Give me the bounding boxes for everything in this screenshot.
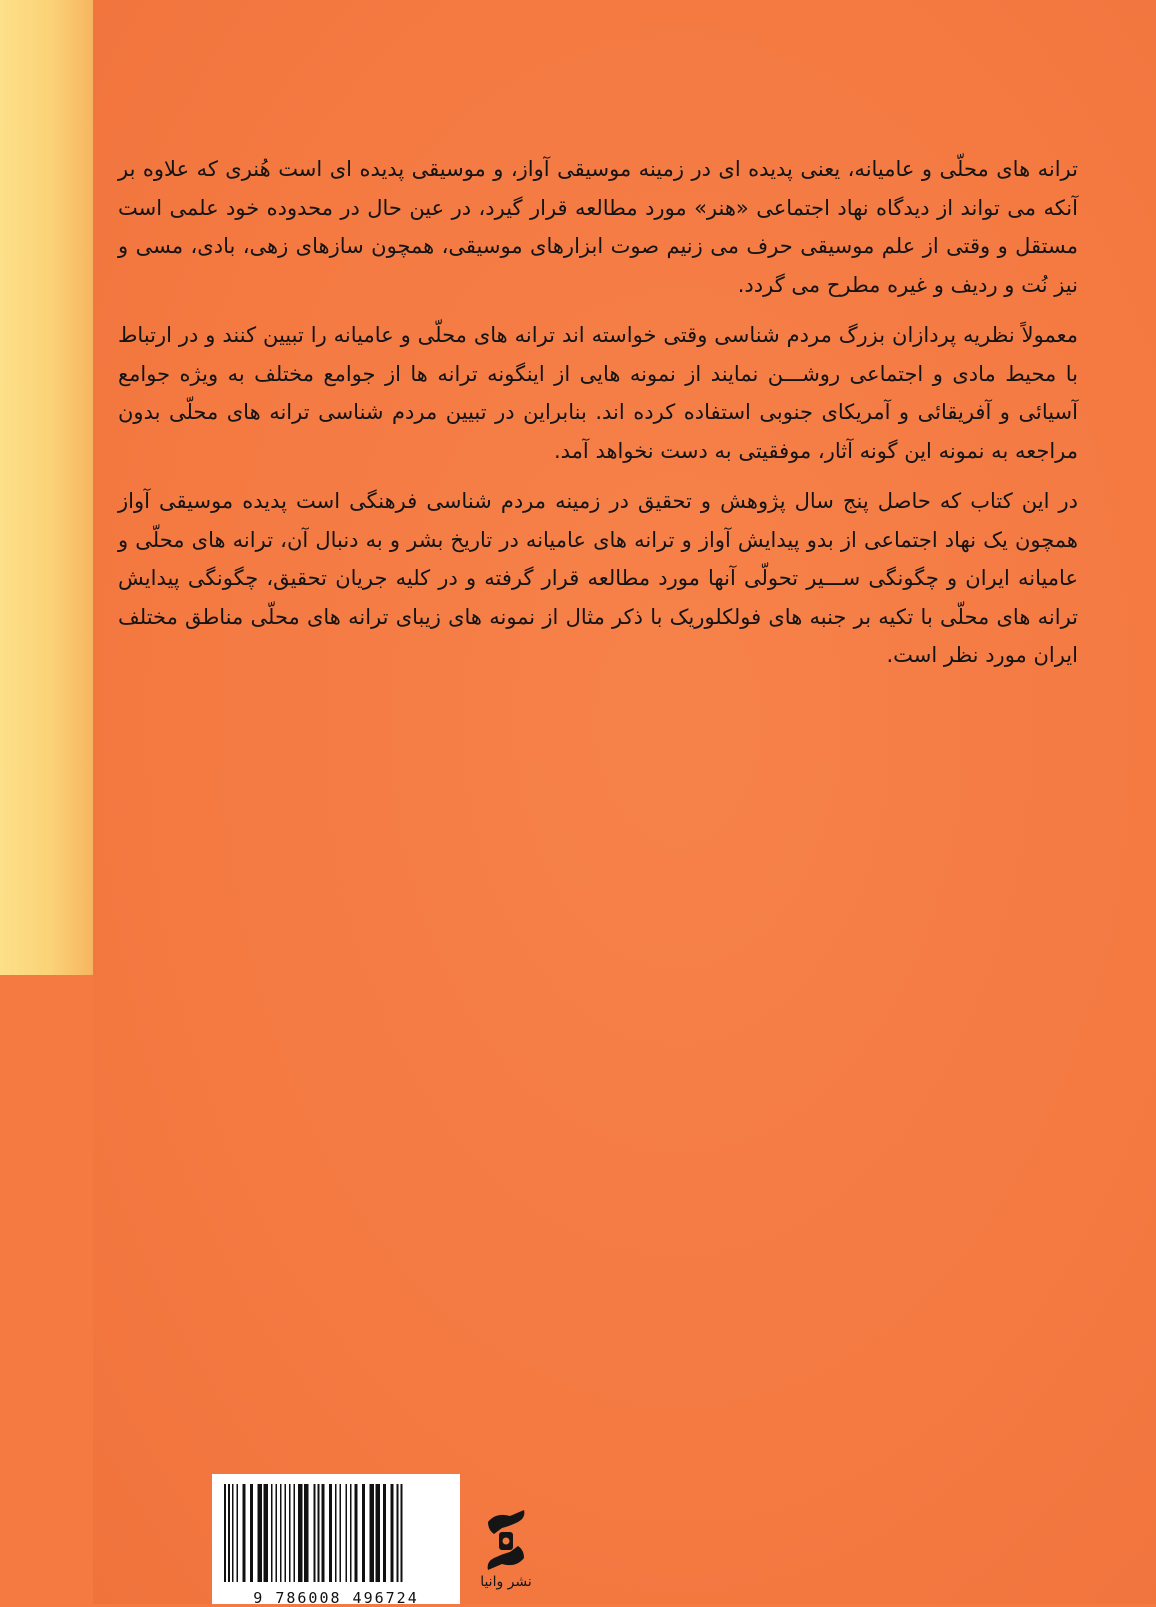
barcode-bar (370, 1484, 375, 1582)
barcode-bar (304, 1484, 309, 1582)
isbn-number: 9 786008 496724 (253, 1589, 419, 1607)
barcode-bar (232, 1484, 234, 1582)
barcode-icon (222, 1484, 450, 1582)
barcode-bar (280, 1484, 282, 1582)
barcode-bar (285, 1484, 287, 1582)
publisher-logo-icon (480, 1508, 532, 1572)
barcode-bar (401, 1484, 403, 1582)
publisher-mark (471, 1508, 541, 1604)
barcode-bar (243, 1484, 246, 1582)
barcode-bar (322, 1484, 325, 1582)
barcode-bar (258, 1484, 263, 1582)
barcode-bar (264, 1484, 269, 1582)
barcode-bar (340, 1484, 342, 1582)
barcode-bar (271, 1484, 273, 1582)
barcode-bar (228, 1484, 230, 1582)
blurb-paragraph-3: در این کتاب که حاصل پنج سال پژوهش و تحقیق در زمینه مردم شناسی فرهنگی است پدیده موسیقی آواز همچون یک نهاد اجتماعی از بدو پیدایش آواز و ترانه های عامیانه در تاریخ بشر و به دنبال آن، ترانه های محلّی و عامیانه ایران و چگونگی ســـیر تحولّی آنها مورد مطالعه قرار گرفته و در کلیه جریان تحقیق، چگونگی پیدایش ترانه های محلّی با تکیه بر جنبه های فولکلوریک با ذکر مثال از نمونه های زیبای ترانه های محلّی مناطق مختلف ایران مورد نظر است. (118, 489, 1078, 667)
barcode-bar (376, 1484, 381, 1582)
barcode-bar (355, 1484, 358, 1582)
publisher-name: نشر وانیا (480, 1574, 532, 1590)
barcode-bar (391, 1484, 394, 1582)
isbn-barcode (212, 1474, 460, 1607)
barcode-bar (237, 1484, 239, 1582)
barcode-bar (362, 1484, 365, 1582)
barcode-bar (383, 1484, 386, 1582)
blurb-paragraph-1: ترانه های محلّی و عامیانه، یعنی پدیده ای در زمینه موسیقی آواز، و موسیقی پدیده ای است هُنری که علاوه بر آنکه می تواند از دیدگاه نهاد اجتماعی «هنر» مورد مطالعه قرار گیرد، در عین حال در محدوده خود علمی است مستقل و وقتی از علم موسیقی حرف می زنیم صوت ابزارهای موسیقی، همچون سازهای زهی، بادی، مسی و نیز نُت و ردیف و غیره مطرح می گردد. (118, 157, 1078, 297)
barcode-bar (276, 1484, 278, 1582)
barcode-bar (397, 1484, 399, 1582)
spine-strip (0, 0, 93, 975)
barcode-bar (289, 1484, 291, 1582)
barcode-bar (346, 1484, 348, 1582)
spine-lower (0, 975, 93, 1604)
barcode-bar (224, 1484, 226, 1582)
barcode-bar (294, 1484, 296, 1582)
barcode-bar (329, 1484, 332, 1582)
blurb-text (118, 150, 1078, 687)
blurb-paragraph-2: معمولاً نظریه پردازان بزرگ مردم شناسی وقتی خواسته اند ترانه های محلّی و عامیانه را تبیین کنند و در ارتباط با محیط مادی و اجتماعی روشـــن نمایند از نمونه هایی از اینگونه ترانه ها از جوامع مختلف به ویژه جوامع آسیائی و آفریقائی و آمریکای جنوبی استفاده کرده اند. بنابراین در تبیین مردم شناسی ترانه های محلّی بدون مراجعه به نمونه این گونه آثار، موفقیتی به دست نخواهد آمد. (118, 323, 1078, 463)
barcode-bar (318, 1484, 320, 1582)
barcode-bar (335, 1484, 337, 1582)
barcode-bar (350, 1484, 352, 1582)
barcode-bar (298, 1484, 303, 1582)
barcode-bar (250, 1484, 253, 1582)
barcode-bar (314, 1484, 316, 1582)
